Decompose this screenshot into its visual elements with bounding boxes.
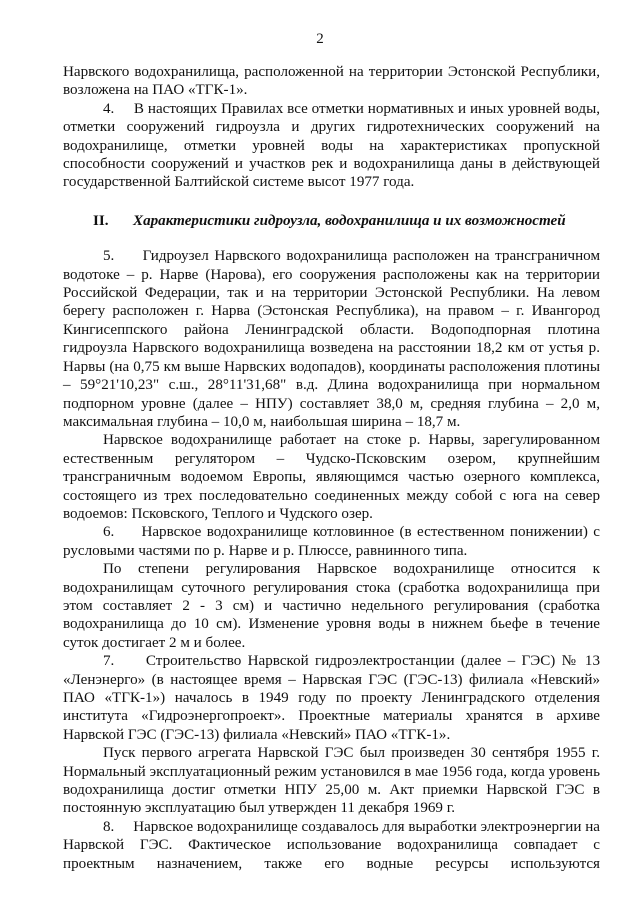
paragraph-continuation: Нарвского водохранилища, расположенной на территории Эстонской Республики, возложена на ПАО «ТГК-1». (63, 64, 600, 99)
paragraph-5-continued: Нарвское водохранилище работает на стоке р. Нарвы, зарегулированном естественным регулятором – Чудско-Псковским озером, крупнейшим трансграничным водоемом Европы, являющимся частью озерного комплекса, состоящего из трех последовательно соединенных между собой с юга на север водоемов: Псковского, Теплого и Чудского озер. (63, 432, 600, 522)
spacer (63, 230, 600, 247)
page-number: 2 (316, 31, 324, 47)
paragraph-7: 7. Строительство Нарвской гидроэлектростанции (далее – ГЭС) № 13 «Ленэнерго» (в настоящее время – Нарвская ГЭС (ГЭС-13) филиала «Невский» ПАО «ТГК-1») началось в 1949 году по проекту Ленинградского отделения института «Гидроэнергопроект». Проектные материалы хранятся в архиве Нарвской ГЭС (ГЭС-13) филиала «Невский» ПАО «ТГК-1». (63, 653, 600, 743)
spacer (63, 192, 600, 212)
section-title: Характеристики гидроузла, водохранилища и их возможностей (133, 212, 566, 229)
paragraph-8: 8. Нарвское водохранилище создавалось для выработки электроэнергии на Нарвской ГЭС. Фактическое использование водохранилища совпадает с проектным назначением, также его водные ресурсы используются (63, 818, 600, 872)
paragraph-6-continued: По степени регулирования Нарвское водохранилище относится к водохранилищам суточного регулирования стока (сработка водохранилища при этом составляет 2 - 3 см) и частично недельного регулирования (сработка водохранилища до 10 см). Изменение уровня воды в нижнем бьефе в течение суток достигает 2 м и более. (63, 561, 600, 651)
section-number: II. (93, 212, 109, 229)
paragraph-5: 5. Гидроузел Нарвского водохранилища расположен на трансграничном водотоке – р. Нарве (Нарова), его сооружения расположены как на территории Российской Федерации, так и на территории Эстонской Республики. На левом берегу расположен г. Нарва (Эстонская Республика), на правом – г. Ивангород Кингисеппского района Ленинградской области. Водоподпорная плотина гидроузла Нарвского водохранилища возведена на расстоянии 18,2 км от устья р. Нарвы (на 0,75 км выше Нарвских водопадов), координаты расположения плотины – 59°21'10,23" с.ш., 28°11'31,68" в.д. Длина водохранилища при нормальном подпорном уровне (далее – НПУ) составляет 38,0 м, средняя глубина – 2,0 м, максимальная глубина – 10,0 м, наибольшая ширина – 18,7 м. (63, 248, 600, 430)
paragraph-7-continued: Пуск первого агрегата Нарвской ГЭС был произведен 30 сентября 1955 г. Нормальный эксплуатационный режим установился в мае 1956 года, когда уровень водохранилища достиг отметки НПУ 25,00 м. Акт приемки Нарвской ГЭС в постоянную эксплуатацию был утвержден 11 декабря 1969 г. (63, 745, 600, 817)
paragraph-6: 6. Нарвское водохранилище котловинное (в естественном понижении) с русловыми частями по р. Нарве и р. Плюссе, равнинного типа. (63, 524, 600, 559)
paragraph-4: 4. В настоящих Правилах все отметки нормативных и иных уровней воды, отметки сооружений гидроузла и других гидротехнических сооружений на водохранилище, отметки уровней воды на характеристиках пропускной способности сооружений и участков рек и водохранилища даны в действующей государственной Балтийской системе высот 1977 года. (63, 100, 600, 191)
section-heading (63, 212, 600, 230)
document-body (63, 63, 600, 873)
